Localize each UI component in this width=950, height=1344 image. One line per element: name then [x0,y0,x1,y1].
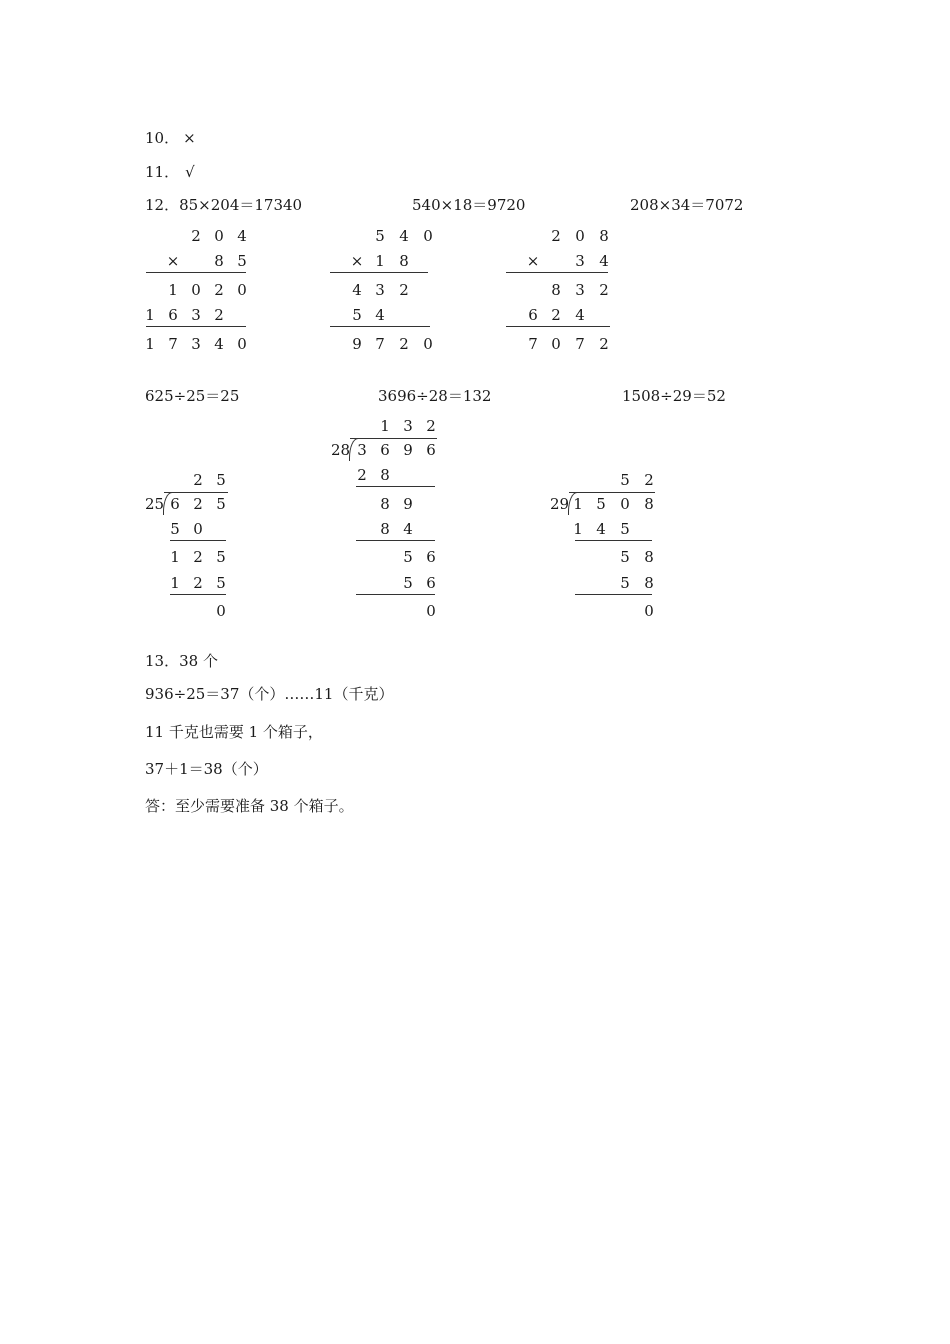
digit: 4 [403,520,413,538]
rule-line [356,540,435,541]
answer-12-eq2: 540×18＝9720 [412,196,526,214]
digit: 2 [193,574,203,592]
digit: 0 [620,495,630,513]
digit: 7 [375,335,385,353]
digit: 8 [599,227,609,245]
digit: 6 [426,441,436,459]
digit: 9 [403,495,413,513]
digit: 8 [214,252,224,270]
digit: 4 [352,281,362,299]
digit: 3 [575,281,585,299]
digit: 3 [357,441,367,459]
digit: 2 [214,281,224,299]
digit: 7 [168,335,178,353]
digit: 3 [575,252,585,270]
digit: 0 [423,335,433,353]
digit: 0 [237,281,247,299]
digit: 2 [599,335,609,353]
digit: 1 [170,574,180,592]
digit: 5 [620,548,630,566]
digit: 2 [426,417,436,435]
answer-13-step3: 37＋1＝38（个） [145,760,268,778]
digit: 8 [399,252,409,270]
digit: 8 [644,574,654,592]
rule-line [506,326,610,327]
digit: 0 [575,227,585,245]
digit: 2 [193,471,203,489]
digit: 4 [599,252,609,270]
digit: 5 [216,574,226,592]
digit: 4 [575,306,585,324]
question-number: 13． [145,652,180,670]
rule-line [350,438,437,439]
digit: 4 [214,335,224,353]
digit: 5 [620,520,630,538]
digit: 3 [375,281,385,299]
digit: 5 [620,471,630,489]
answer-11 [145,162,195,182]
digit: 0 [191,281,201,299]
digit: 5 [352,306,362,324]
digit: 7 [575,335,585,353]
digit: 2 [214,306,224,324]
remainder: 0 [426,602,436,620]
answer-13-step1: 936÷25＝37（个）……11（千克） [145,685,394,703]
rule-line [575,540,652,541]
rule-line [146,326,246,327]
answer-13 [145,651,218,671]
digit: 5 [375,227,385,245]
times-operator: × [350,252,364,270]
digit: 2 [399,281,409,299]
digit: 5 [237,252,247,270]
rule-line [575,594,652,595]
divisor: 28 [331,441,351,459]
digit: 2 [193,548,203,566]
digit: 5 [403,574,413,592]
answer-12-eq6: 1508÷29＝52 [622,387,726,405]
answer-13-final: 答：至少需要准备 38 个箱子。 [145,797,354,815]
rule-line [356,594,435,595]
digit: 5 [403,548,413,566]
digit: 1 [573,495,583,513]
rule-line [170,540,226,541]
digit: 2 [399,335,409,353]
times-operator: × [166,252,180,270]
digit: 3 [191,335,201,353]
digit: 5 [216,495,226,513]
digit: 6 [170,495,180,513]
digit: 8 [644,548,654,566]
digit: 2 [551,227,561,245]
digit: 4 [237,227,247,245]
digit: 9 [403,441,413,459]
question-number: 11． [145,163,180,181]
digit: 8 [380,495,390,513]
rule-line [330,326,430,327]
digit: 1 [375,252,385,270]
answer-text: √ [185,163,195,181]
digit: 6 [426,548,436,566]
digit: 4 [399,227,409,245]
digit: 9 [352,335,362,353]
digit: 6 [528,306,538,324]
answer-text: × [183,129,196,147]
digit: 2 [599,281,609,299]
answer-head: 38 个 [179,652,218,670]
digit: 2 [191,227,201,245]
rule-line [569,492,655,493]
answer-12-eq4: 625÷25＝25 [145,387,240,405]
answer-12-eq1 [145,195,302,215]
digit: 1 [145,306,155,324]
digit: 1 [170,548,180,566]
divisor: 25 [145,495,165,513]
question-number: 12． [145,196,180,214]
digit: 0 [214,227,224,245]
digit: 8 [380,520,390,538]
digit: 1 [573,520,583,538]
digit: 5 [596,495,606,513]
answer-10 [145,128,196,148]
times-operator: × [526,252,540,270]
answer-12-eq3: 208×34＝7072 [630,196,744,214]
question-number: 10． [145,129,180,147]
digit: 0 [237,335,247,353]
remainder: 0 [216,602,226,620]
digit: 5 [216,548,226,566]
remainder: 0 [644,602,654,620]
digit: 2 [193,495,203,513]
digit: 1 [145,335,155,353]
digit: 2 [644,471,654,489]
answer-13-step2: 11 千克也需要 1 个箱子， [145,723,323,741]
rule-line [170,594,226,595]
digit: 5 [216,471,226,489]
rule-line [330,272,428,273]
digit: 1 [380,417,390,435]
digit: 3 [403,417,413,435]
digit: 4 [375,306,385,324]
digit: 8 [551,281,561,299]
rule-line [506,272,608,273]
digit: 0 [193,520,203,538]
digit: 6 [168,306,178,324]
divisor: 29 [550,495,570,513]
digit: 2 [551,306,561,324]
rule-line [146,272,246,273]
rule-line [356,486,435,487]
digit: 5 [620,574,630,592]
digit: 6 [426,574,436,592]
digit: 2 [357,466,367,484]
equation: 85×204＝17340 [179,196,303,214]
answer-12-eq5: 3696÷28＝132 [378,387,492,405]
digit: 8 [644,495,654,513]
digit: 6 [380,441,390,459]
digit: 8 [380,466,390,484]
rule-line [164,492,228,493]
digit: 0 [551,335,561,353]
digit: 4 [596,520,606,538]
digit: 0 [423,227,433,245]
digit: 1 [168,281,178,299]
digit: 3 [191,306,201,324]
digit: 5 [170,520,180,538]
digit: 7 [528,335,538,353]
